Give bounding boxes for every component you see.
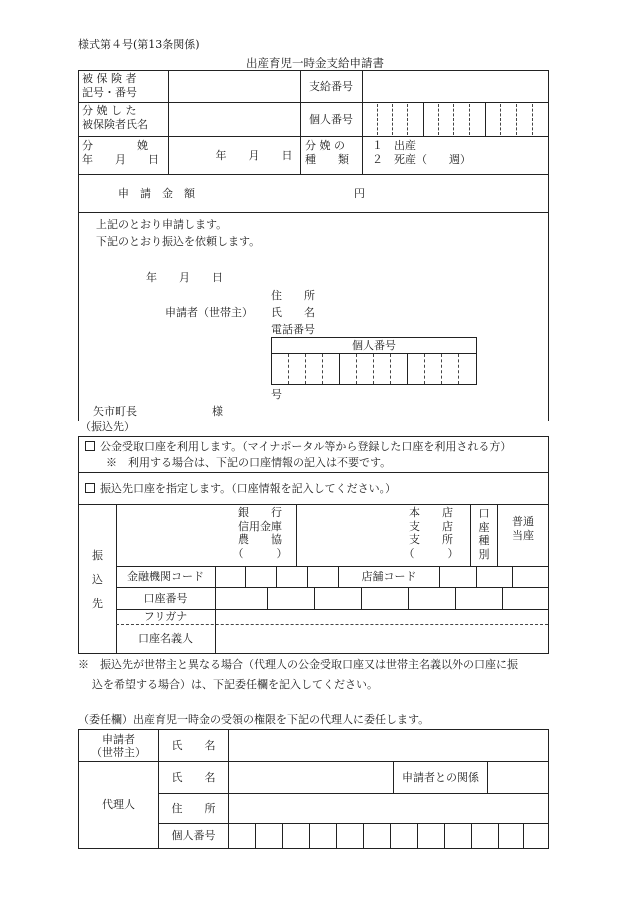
declaration-date[interactable]: 年 月 日 bbox=[146, 271, 223, 284]
relation-field[interactable] bbox=[488, 762, 548, 793]
form-title: 出産育児一時金支給申請書 bbox=[246, 56, 384, 70]
specify-account-checkbox[interactable] bbox=[85, 483, 95, 493]
account-holder-label: 口座名義人 bbox=[138, 632, 193, 646]
relation-label: 申請者との関係 bbox=[402, 770, 479, 784]
branch-code-field[interactable] bbox=[440, 567, 548, 587]
form-number: 様式第４号(第13条関係) bbox=[78, 38, 200, 51]
declaration-line-1: 上記のとおり申請します。 bbox=[96, 218, 228, 231]
address-label: 住 所 bbox=[271, 289, 315, 302]
amount-unit: 円 bbox=[354, 187, 365, 200]
individual-number-label: 個人番号 bbox=[309, 112, 353, 126]
furigana-label: フリガナ bbox=[143, 610, 188, 624]
agent-name-field[interactable] bbox=[229, 762, 393, 793]
delivered-insured-label: 分 娩 し た bbox=[82, 104, 137, 117]
public-account-checkbox[interactable] bbox=[85, 441, 95, 451]
birth-type-option-stillbirth[interactable]: ２ 死産（ 週） bbox=[372, 152, 471, 166]
option-public-account[interactable]: 公金受取口座を利用します。（マイナポータル等から登録した口座を利用される方） bbox=[85, 440, 511, 454]
account-holder-field[interactable] bbox=[216, 625, 548, 653]
agent-label: 代理人 bbox=[102, 798, 135, 812]
option-public-note: ※ 利用する場合は、下記の口座情報の記入は不要です。 bbox=[106, 456, 392, 469]
delegation-applicant-name-field[interactable] bbox=[229, 730, 548, 761]
insured-label: 被 保 険 者 bbox=[82, 72, 137, 85]
applicant-individual-number-title: 個人番号 bbox=[352, 339, 396, 352]
branch-code-label: 店舗コード bbox=[361, 570, 417, 584]
applicant-label: 申請者（世帯主） bbox=[165, 306, 253, 319]
delegation-title: （委任欄）出産育児一時金の受領の権限を下記の代理人に委任します。 bbox=[78, 713, 430, 726]
insured-number-field[interactable] bbox=[168, 71, 300, 102]
account-type-options[interactable]: 普通 当座 bbox=[512, 515, 534, 542]
birth-type-label: 分 娩 の bbox=[305, 139, 345, 152]
agent-number-label: 個人番号 bbox=[171, 829, 216, 843]
delegation-applicant-name-label: 氏 名 bbox=[171, 738, 216, 752]
declaration-line-2: 下記のとおり振込を依頼します。 bbox=[96, 235, 261, 248]
amount-label: 申 請 金 額 bbox=[118, 187, 195, 200]
option-specify-account[interactable]: 振込先口座を指定します。（口座情報を記入してください。） bbox=[85, 482, 396, 496]
bank-type-options[interactable]: 銀 行 信用金庫 農 協 （ ） bbox=[232, 506, 288, 560]
agent-name-label: 氏 名 bbox=[171, 770, 216, 784]
birth-date-field[interactable]: 年 月 日 bbox=[215, 148, 293, 162]
number-suffix: 号 bbox=[271, 388, 282, 401]
honorific-label: 様 bbox=[212, 405, 223, 418]
applicant-name-label: 氏 名 bbox=[271, 306, 315, 319]
transfer-section-label: （振込先） bbox=[80, 420, 135, 433]
individual-number-boxes[interactable] bbox=[362, 103, 548, 136]
branch-type-options[interactable]: 本 店 支 店 支 所 （ ） bbox=[403, 506, 459, 560]
agent-number-field[interactable] bbox=[229, 824, 548, 848]
note-line-1: ※ 振込先が世帯主と異なる場合（代理人の公金受取口座又は世帯主名義以外の口座に振 bbox=[78, 658, 518, 671]
payment-number-field[interactable] bbox=[362, 71, 548, 102]
birth-date-label: 分 娩 bbox=[82, 139, 148, 152]
agent-address-label: 住 所 bbox=[171, 801, 216, 815]
account-number-label: 口座番号 bbox=[143, 591, 188, 605]
furigana-field[interactable] bbox=[216, 610, 548, 624]
note-line-2: 込を希望する場合）は、下記委任欄を記入してください。 bbox=[92, 678, 378, 691]
institution-code-field[interactable] bbox=[216, 567, 338, 587]
mayor-label: 矢市町長 bbox=[93, 405, 137, 418]
birth-type-option-birth[interactable]: １ 出産 bbox=[372, 139, 416, 152]
agent-address-field[interactable] bbox=[229, 794, 548, 823]
transfer-side-label: 振 込 先 bbox=[92, 549, 103, 610]
delegation-applicant-label: 申請者 （世帯主） bbox=[91, 732, 146, 759]
delivered-name-field[interactable] bbox=[168, 103, 300, 136]
payment-number-label: 支給番号 bbox=[309, 79, 353, 93]
phone-label: 電話番号 bbox=[271, 323, 315, 336]
account-number-field[interactable] bbox=[216, 588, 548, 609]
institution-code-label: 金融機関コード bbox=[127, 570, 204, 584]
account-type-label: 口座種別 bbox=[478, 507, 490, 561]
